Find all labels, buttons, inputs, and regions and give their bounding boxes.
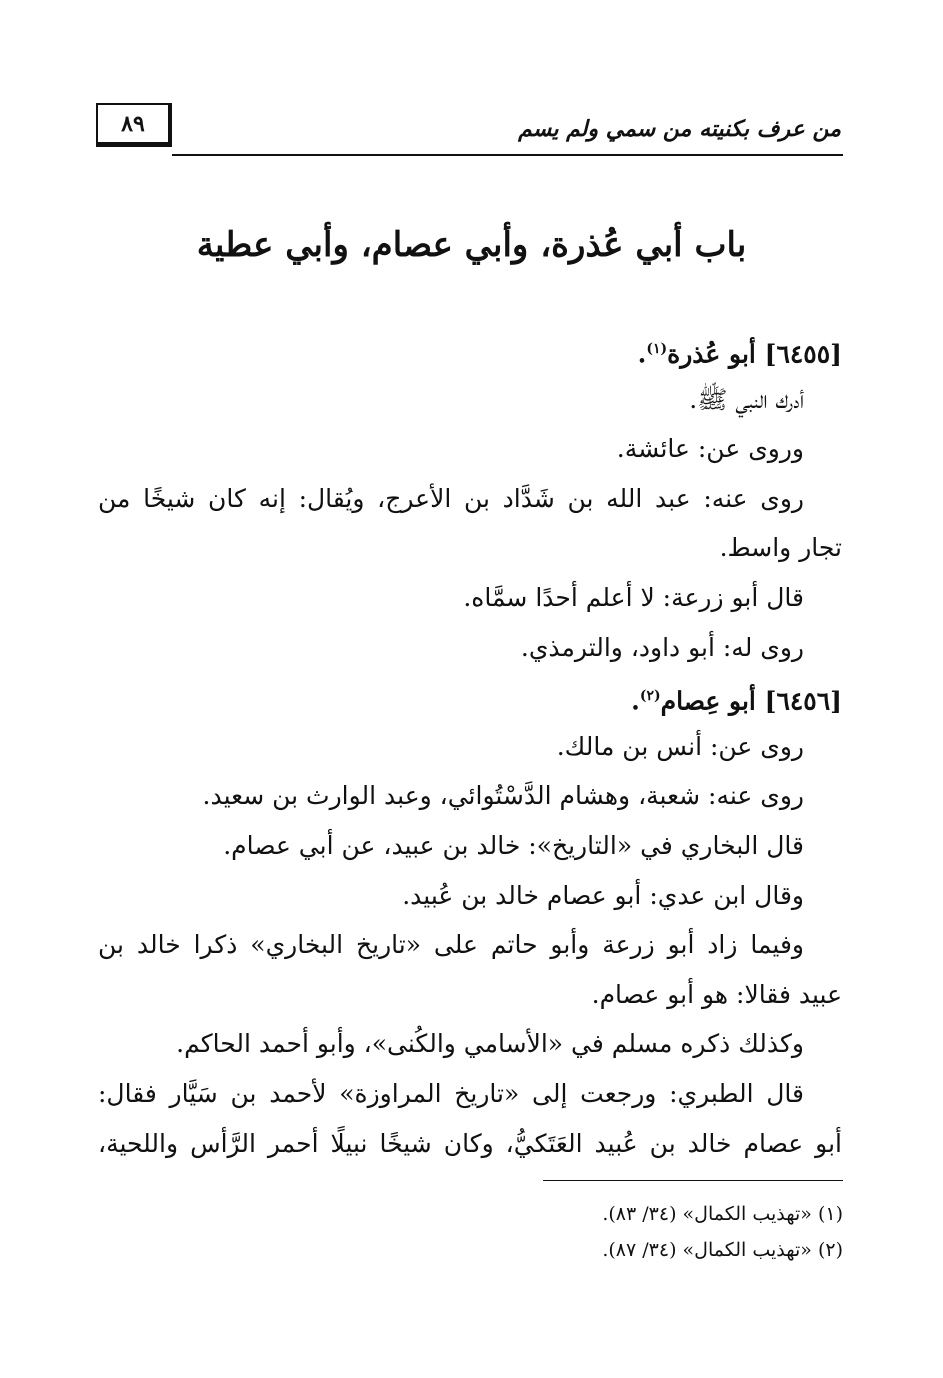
header-rule bbox=[172, 154, 843, 156]
text-line: أدرك النبي ﷺ. bbox=[689, 384, 804, 414]
text-line: وفيما زاد أبو زرعة وأبو حاتم على «تاريخ البخاري» ذكرا خالد بن bbox=[98, 930, 804, 960]
entry-name: أبو عُذرة bbox=[667, 339, 756, 369]
entry-heading bbox=[98, 325, 842, 375]
period: . bbox=[637, 339, 647, 369]
text-line: تجار واسط. bbox=[719, 533, 842, 563]
body-text bbox=[98, 325, 842, 1168]
text-line: قال البخاري في «التاريخ»: خالد بن عبيد، عن أبي عصام. bbox=[223, 830, 804, 860]
footnote: (٢) «تهذيب الكمال» (٣٤/ ٨٧). bbox=[602, 1239, 843, 1261]
entry-heading bbox=[98, 672, 842, 722]
period: . bbox=[631, 686, 640, 716]
text-line: عبيد فقالا: هو أبو عصام. bbox=[591, 979, 842, 1009]
running-title: من عرف بكنيته من سمي ولم يسم bbox=[518, 116, 841, 142]
entry-number: [٦٤٥٦] bbox=[764, 686, 842, 716]
text-line: قال الطبري: ورجعت إلى «تاريخ المراوزة» لأحمد بن سَيَّار فقال: bbox=[98, 1078, 804, 1108]
footnote-ref: (٢) bbox=[639, 688, 661, 705]
text-line: روى له: أبو داود، والترمذي. bbox=[520, 632, 804, 662]
footnote: (١) «تهذيب الكمال» (٣٤/ ٨٣). bbox=[602, 1203, 843, 1225]
chapter-title: باب أبي عُذرة، وأبي عصام، وأبي عطية bbox=[196, 225, 747, 265]
text-line: قال أبو زرعة: لا أعلم أحدًا سمَّاه. bbox=[463, 582, 804, 612]
text-line: روى عنه: عبد الله بن شَدَّاد بن الأعرج، ويُقال: إنه كان شيخًا من bbox=[98, 483, 804, 513]
entry-number: [٦٤٥٥] bbox=[764, 339, 842, 369]
footnotes bbox=[400, 1196, 843, 1268]
text-line: وكذلك ذكره مسلم في «الأسامي والكُنى»، وأبو أحمد الحاكم. bbox=[176, 1029, 804, 1059]
page-number: ٨٩ bbox=[96, 103, 172, 147]
text-line: روى عن: أنس بن مالك. bbox=[556, 731, 804, 761]
footnote-ref: (١) bbox=[646, 341, 668, 357]
footnote-rule bbox=[543, 1180, 843, 1181]
text-line: وقال ابن عدي: أبو عصام خالد بن عُبيد. bbox=[402, 880, 804, 910]
entry-name: أبو عِصام bbox=[660, 686, 756, 716]
text-line: أبو عصام خالد بن عُبيد العَتَكيُّ، وكان شيخًا نبيلًا أحمر الرَّأس واللحية، bbox=[98, 1128, 842, 1158]
text-line: وروى عن: عائشة. bbox=[616, 434, 804, 464]
text-line: روى عنه: شعبة، وهشام الدَّسْتُوائي، وعبد الوارث بن سعيد. bbox=[202, 781, 804, 811]
